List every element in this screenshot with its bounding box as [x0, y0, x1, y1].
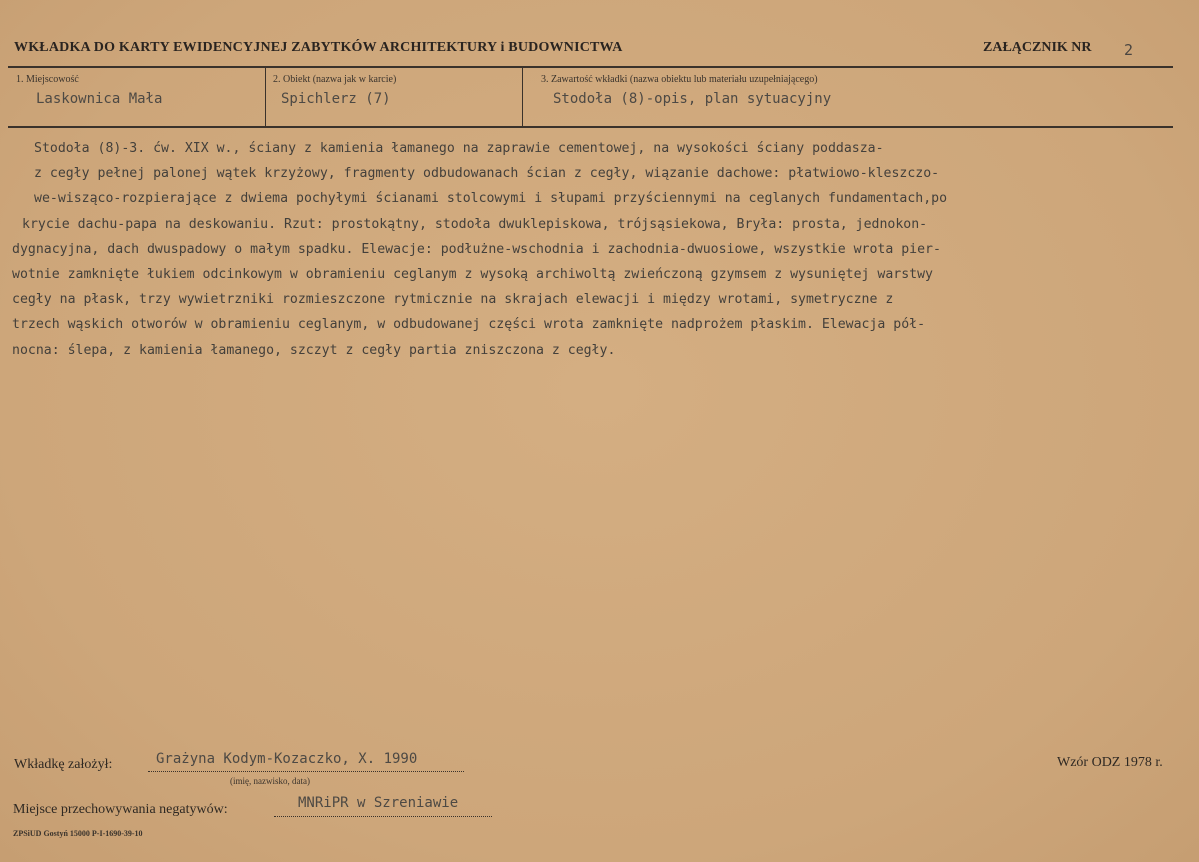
negatives-dotline	[274, 816, 492, 817]
negatives-value: MNRiPR w Szreniawie	[298, 795, 459, 811]
form-title: WKŁADKA DO KARTY EWIDENCYJNEJ ZABYTKÓW ARCHITEKTURY i BUDOWNICTWA	[14, 40, 623, 55]
negatives-label: Miejsce przechowywania negatywów:	[13, 802, 228, 817]
description-line: cegły na płask, trzy wywietrzniki rozmieszczone rytmicznie na skrajach elewacji i między wrotami, symetryczne z	[12, 292, 894, 308]
author-value: Grażyna Kodym-Kozaczko, X. 1990	[156, 751, 418, 767]
contents-label: 3. Zawartość wkładki (nazwa obiektu lub materiału uzupełniającego)	[541, 74, 818, 85]
description-line: krycie dachu-papa na deskowaniu. Rzut: prostokątny, stodoła dwuklepiskowa, trójsąsiekowa, Bryła: prosta, jednokon-	[22, 216, 928, 232]
description-line: nocna: ślepa, z kamienia łamanego, szczyt z cegły partia zniszczona z cegły.	[12, 342, 616, 358]
pattern-label: Wzór ODZ 1978 r.	[1057, 755, 1163, 770]
annex-label: ZAŁĄCZNIK NR	[983, 40, 1092, 55]
author-hint: (imię, nazwisko, data)	[230, 776, 310, 786]
object-value: Spichlerz (7)	[281, 91, 391, 107]
locality-value: Laskownica Mała	[36, 91, 163, 107]
author-dotline	[148, 771, 464, 772]
description-line: z cegły pełnej palonej wątek krzyżowy, fragmenty odbudowanach ścian z cegły, wiązanie dachowe: płatwiowo-kleszczo-	[34, 166, 940, 182]
description-line: trzech wąskich otworów w obramieniu ceglanym, w odbudowanej części wrota zamknięte nadprożem płaskim. Elewacja pół-	[12, 317, 926, 333]
field-divider-1	[265, 68, 266, 126]
description-line: dygnacyjna, dach dwuspadowy o małym spadku. Elewacje: podłużne-wschodnia i zachodnia-dwuosiowe, wszystkie wrota pier-	[12, 241, 941, 257]
object-label: 2. Obiekt (nazwa jak w karcie)	[273, 74, 397, 85]
description-text	[12, 136, 1199, 363]
description-line: Stodoła (8)-3. ćw. XIX w., ściany z kamienia łamanego na zaprawie cementowej, na wysokości ściany poddasza-	[34, 141, 884, 156]
fields-rule	[8, 126, 1173, 128]
header-rule	[8, 66, 1173, 68]
locality-label: 1. Miejscowość	[16, 74, 79, 85]
description-line: wotnie zamknięte łukiem odcinkowym w obramieniu ceglanym z wysoką archiwoltą zwieńczoną gzymsem z wysuniętej warstwy	[12, 266, 933, 282]
field-divider-2	[522, 68, 523, 126]
author-label: Wkładkę założył:	[14, 757, 113, 772]
contents-value: Stodoła (8)-opis, plan sytuacyjny	[553, 91, 832, 107]
description-line: we-wisząco-rozpierające z dwiema pochyłymi ścianami stolcowymi i słupami przyściennymi na ceglanych fundamentach,po	[34, 191, 948, 207]
annex-number: 2	[1124, 41, 1134, 59]
printer-imprint: ZPSiUD Gostyń 15000 P-I-1690-39-10	[13, 829, 143, 838]
